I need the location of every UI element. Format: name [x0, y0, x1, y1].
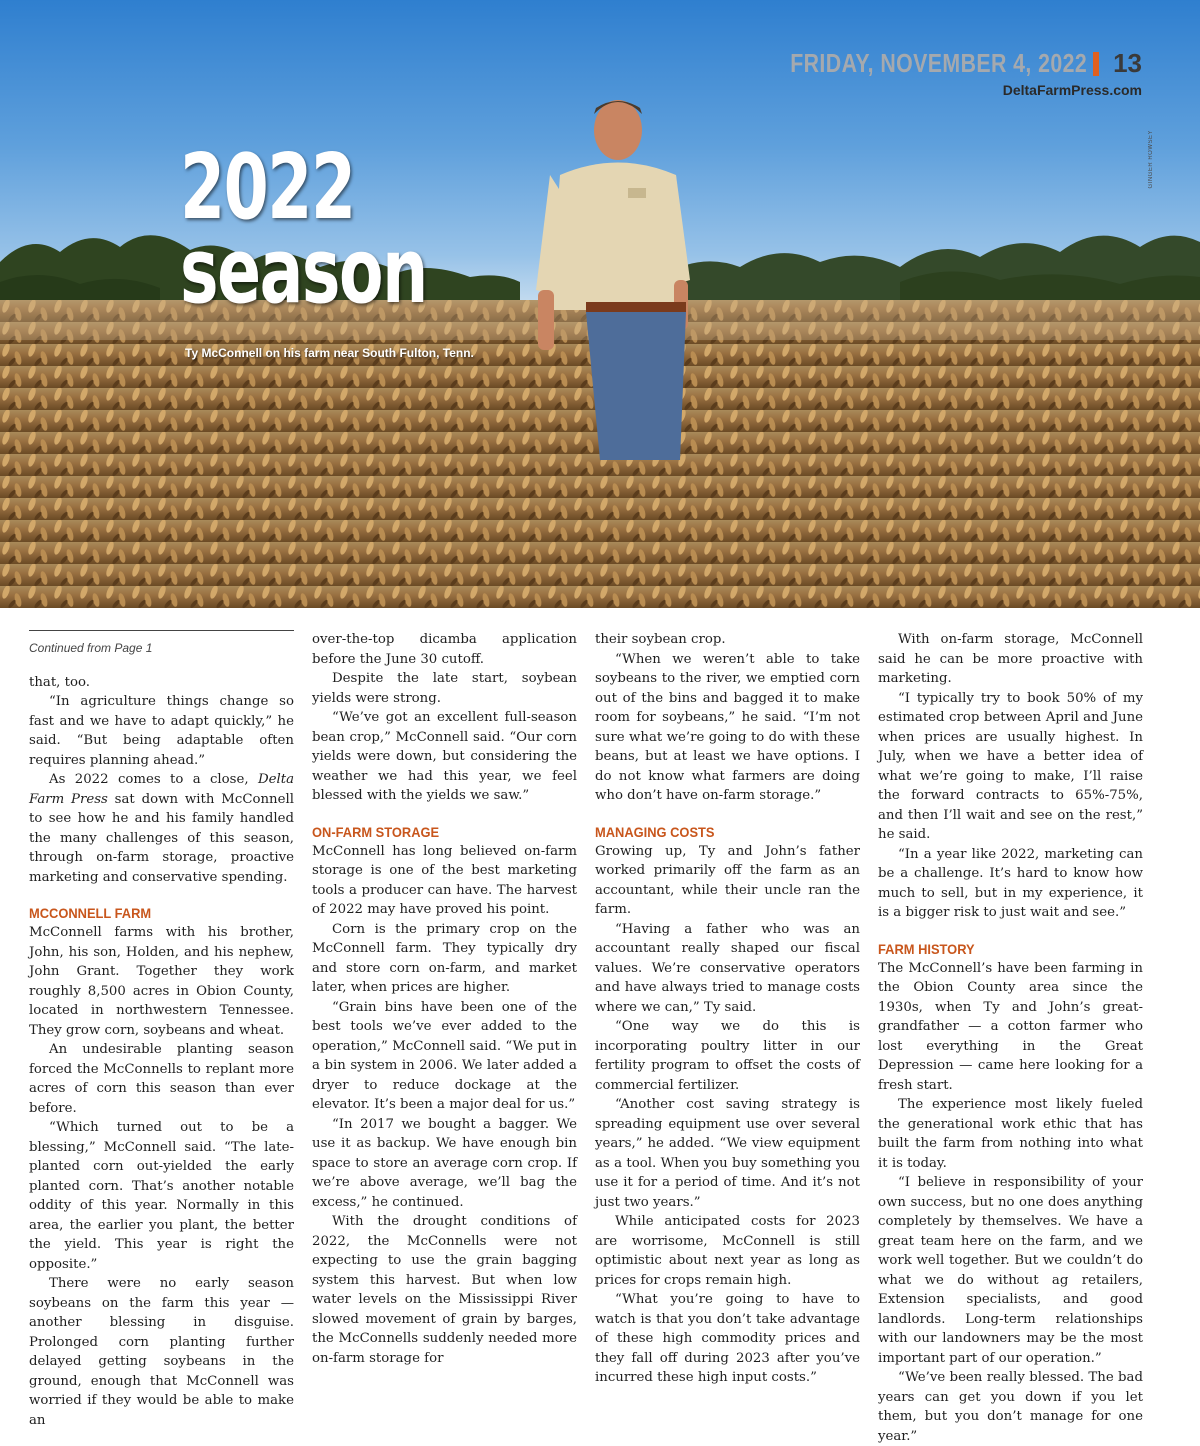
paragraph: “In a year like 2022, marketing can be a challenge. It’s hard to know how much to sell, but in my experience, it is a bigger risk to just wait and see.”	[878, 846, 1143, 920]
masthead-divider	[1093, 52, 1099, 76]
paragraph: “Having a father who was an accountant really shaped our fiscal values. We’re conservative operators and have always tried to manage costs where we can,” Ty said.	[595, 921, 860, 1015]
section-heading: FARM HISTORY	[878, 940, 975, 957]
paragraph: An undesirable planting season forced the McConnells to replant more acres of corn this season than ever before.	[29, 1042, 294, 1116]
section-heading: MANAGING COSTS	[595, 823, 715, 840]
page-number: 13	[1113, 48, 1142, 78]
paragraph: “Which turned out to be a blessing,” McConnell said. “The late-planted corn out-yielded the early planted corn. That’s another notable oddity of this year. Normally in this area, the earlier you plant, the better the yield. This year is right the opposite.”	[29, 1120, 294, 1272]
photo-credit: GINGER ROWSEY	[1148, 130, 1154, 189]
paragraph: McConnell farms with his brother, John, his son, Holden, and his nephew, John Grant. Together they work roughly 8,500 acres in Obion County, located in northwestern Tennessee. They grow corn, soybeans and wheat.	[29, 925, 294, 1038]
paragraph: “What you’re going to have to watch is that you don’t take advantage of these high commodity prices and they fall off during 2023 after you’ve incurred these high input costs.”	[595, 1292, 860, 1385]
article-column-1	[29, 630, 294, 1430]
page-title	[180, 135, 523, 324]
paragraph: While anticipated costs for 2023 are worrisome, McConnell is still optimistic about next year as long as prices for crops remain high.	[595, 1214, 860, 1288]
publication-name: Delta Farm Press	[29, 772, 294, 807]
article-column-3	[595, 630, 860, 1388]
paragraph: “I typically try to book 50% of my estimated crop between April and June when prices are usually highest. In July, when we have a better idea of what we’re going to make, I’ll raise the forward contracts to 65%-75%, and then I’ll wait and see on the rest,” he said.	[878, 690, 1143, 842]
paragraph: “In agriculture things change so fast and we have to adapt quickly,” he said. “But being adaptable often requires planning ahead.”	[29, 694, 294, 768]
masthead	[725, 48, 1142, 79]
paragraph: The experience most likely fueled the generational work ethic that has built the farm from nothing into what it is today.	[878, 1097, 1143, 1171]
hero-photo	[0, 0, 1200, 608]
paragraph: The McConnell’s have been farming in the Obion County area since the 1930s, when Ty and John’s great-grandfather — a cotton farmer who lost everything in the Great Depression — came here looking for a fresh start.	[878, 960, 1143, 1093]
section-heading: MCCONNELL FARM	[29, 905, 152, 921]
issue-date: FRIDAY, NOVEMBER 4, 2022	[790, 48, 1088, 78]
paragraph: With the drought conditions of 2022, the McConnells were not expecting to use the grain bagging system this harvest. But when low water levels on the Mississippi River slowed movement of grain by barges, the McConnells suddenly needed more on-farm storage for	[312, 1214, 577, 1366]
paragraph: Growing up, Ty and John’s father worked primarily off the farm as an accountant, while their uncle ran the farm.	[595, 843, 860, 917]
article-column-4	[878, 630, 1143, 1446]
paragraph: Despite the late start, soybean yields were strong.	[312, 671, 577, 706]
paragraph: As 2022 comes to a close, Delta Farm Press sat down with McConnell to see how he and his family handled the many challenges of this season, through on-farm storage, proactive marketing and conservative spending.	[29, 772, 294, 885]
farmer-figure	[520, 80, 700, 500]
paragraph: “One way we do this is incorporating poultry litter in our fertility program to offset the costs of commercial fertilizer.	[595, 1019, 860, 1093]
paragraph: “We’ve been really blessed. The bad years can get you down if you let them, but you don’t manage for one year.”	[878, 1370, 1143, 1444]
continued-note: Continued from Page 1	[29, 630, 294, 659]
section-heading: ON-FARM STORAGE	[312, 823, 440, 840]
paragraph: McConnell has long believed on-farm storage is one of the best marketing tools a producer can have. The harvest of 2022 may have proved his point.	[312, 843, 577, 917]
article-column-2	[312, 630, 577, 1368]
paragraph: “In 2017 we bought a bagger. We use it as backup. We have enough bin space to store an average corn crop. If we’re above average, we’ll bag the excess,” he continued.	[312, 1116, 577, 1210]
paragraph: “I believe in responsibility of your own success, but no one does anything completely by themselves. We have a great team here on the farm, and we work well together. But we couldn’t do what we do without ag retailers, Extension specialists, and good landlords. Long-term relationships with our landowners may be the most important part of our operation.”	[878, 1175, 1143, 1366]
paragraph: “We’ve got an excellent full-season bean crop,” McConnell said. “Our corn yields were down, but considering the weather we had this year, we feel blessed with the yields we saw.”	[312, 710, 577, 803]
site-url: DeltaFarmPress.com	[1002, 82, 1142, 98]
paragraph: their soybean crop.	[595, 632, 726, 647]
paragraph: that, too.	[29, 674, 90, 690]
paragraph: With on-farm storage, McConnell said he can be more proactive with marketing.	[878, 632, 1143, 686]
photo-caption: Ty McConnell on his farm near South Fulton, Tenn.	[185, 346, 474, 360]
paragraph: over-the-top dicamba application before the June 30 cutoff.	[312, 632, 577, 667]
paragraph: There were no early season soybeans on the farm this year — another blessing in disguise. Prolonged corn planting further delayed getting soybeans in the ground, enough that McConnell was worried if they would be able to make an	[29, 1276, 294, 1428]
title-year: 2022	[180, 135, 355, 240]
paragraph: “Another cost saving strategy is spreading equipment use over several years,” he added. “We view equipment as a tool. When you buy something you use it for a period of time. And it’s not just two years.”	[595, 1097, 860, 1210]
paragraph: Corn is the primary crop on the McConnell farm. They typically dry and store corn on-farm, and market later, when prices are higher.	[312, 921, 577, 995]
paragraph: “When we weren’t able to take soybeans to the river, we emptied corn out of the bins and bagged it to make room for soybeans,” he said. “I’m not sure what we’re going to do with these beans, but at least we have options. I do not know what farmers are doing who don’t have on-farm storage.”	[595, 651, 860, 803]
title-word: season	[180, 219, 427, 324]
paragraph: “Grain bins have been one of the best tools we’ve ever added to the operation,” McConnell said. “We put in a bin system in 2006. We later added a dryer to reduce dockage at the elevator. It’s been a major deal for us.”	[312, 999, 577, 1112]
